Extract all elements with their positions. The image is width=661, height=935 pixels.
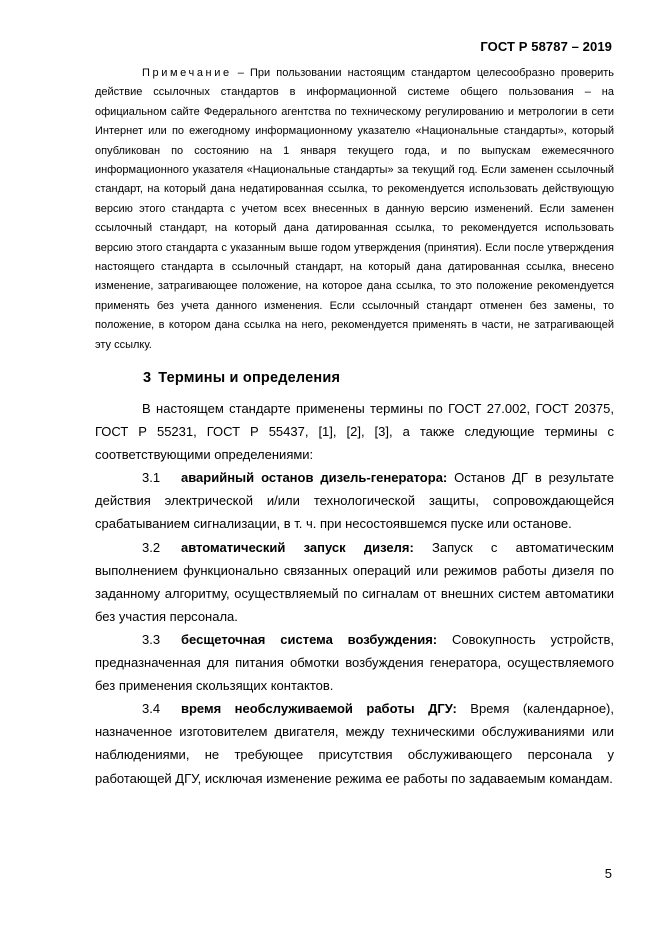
term-entry: [95, 697, 614, 789]
document-id-header: ГОСТ Р 58787 – 2019: [480, 39, 612, 54]
term-entry: [95, 466, 614, 535]
note-label: Примечание: [142, 67, 232, 79]
section-number: 3: [143, 370, 152, 386]
note-dash: –: [231, 67, 250, 79]
term-name: автоматический запуск дизеля:: [181, 539, 414, 555]
term-number: 3.3: [142, 631, 161, 647]
term-entry: [95, 628, 614, 697]
term-name: время необслуживаемой работы ДГУ:: [181, 701, 457, 717]
term-definition: Совокупность устройств, предназначенная для питания обмотки возбуждения генератора, осуществляемого без применения скользящих контактов.: [95, 631, 614, 694]
term-definition: Время (календарное), назначенное изготовителем двигателя, между техническими обслуживаниями или наблюдениями, не требующее присутствия обслуживающего персонала у работающей ДГУ, исключая изменение режима ее работы по задаваемым командам.: [95, 701, 615, 786]
section-intro: В настоящем стандарте применены термины по ГОСТ 27.002, ГОСТ 20375, ГОСТ Р 55231, ГОСТ Р 55437, [1], [2], [3], а также следующие термины с соответствующими определениями:: [95, 401, 614, 463]
page-number: 5: [604, 866, 612, 881]
note-block: [95, 64, 614, 355]
term-definition: Запуск с автоматическим выполнением функционально связанных операций или режимов работы дизеля по заданному алгоритму, осуществляемый по сигналам от внешних систем автоматики без участия персонала.: [95, 539, 614, 624]
term-number: 3.4: [142, 701, 161, 717]
term-entry: [95, 536, 614, 628]
section-heading: [143, 370, 340, 386]
term-number: 3.1: [142, 470, 161, 486]
term-number: 3.2: [142, 539, 161, 555]
section-content: [95, 397, 614, 790]
term-name: бесщеточная система возбуждения:: [181, 631, 438, 647]
note-paragraph: [95, 64, 614, 355]
note-text: При пользовании настоящим стандартом целесообразно проверить действие ссылочных стандартов в информационной системе общего пользования – на официальном сайте Федерального агентства по техническому регулированию и метрологии в сети Интернет или по ежегодному информационному указателю «Национальные стандарты», который опубликован по состоянию на 1 января текущего года, и по выпускам ежемесячного информационного указателя «Национальные стандарты» за текущий год. Если заменен ссылочный стандарт, на который дана недатированная ссылка, то рекомендуется использовать действующую версию этого стандарта с учетом всех внесенных в данную версию изменений. Если заменен ссылочный стандарт, на который дана датированная ссылка, то рекомендуется использовать версию этого стандарта с указанным выше годом утверждения (принятия). Если после утверждения настоящего стандарта в ссылочный стандарт, на который дана датированная ссылка, внесено изменение, затрагивающее положение, на которое дана ссылка, то это положение рекомендуется применять без учета данного изменения. Если ссылочный стандарт отменен без замены, то положение, в котором дана ссылка на него, рекомендуется применять в части, не затрагивающей эту ссылку.: [95, 67, 614, 351]
section-title: Термины и определения: [158, 370, 341, 386]
term-name: аварийный останов дизель-генератора:: [181, 470, 448, 486]
term-definition: Останов ДГ в результате действия электрической и/или технологической защиты, сопровождающейся срабатыванием сигнализации, в т. ч. при несостоявшемся пуске или останове.: [95, 470, 615, 532]
